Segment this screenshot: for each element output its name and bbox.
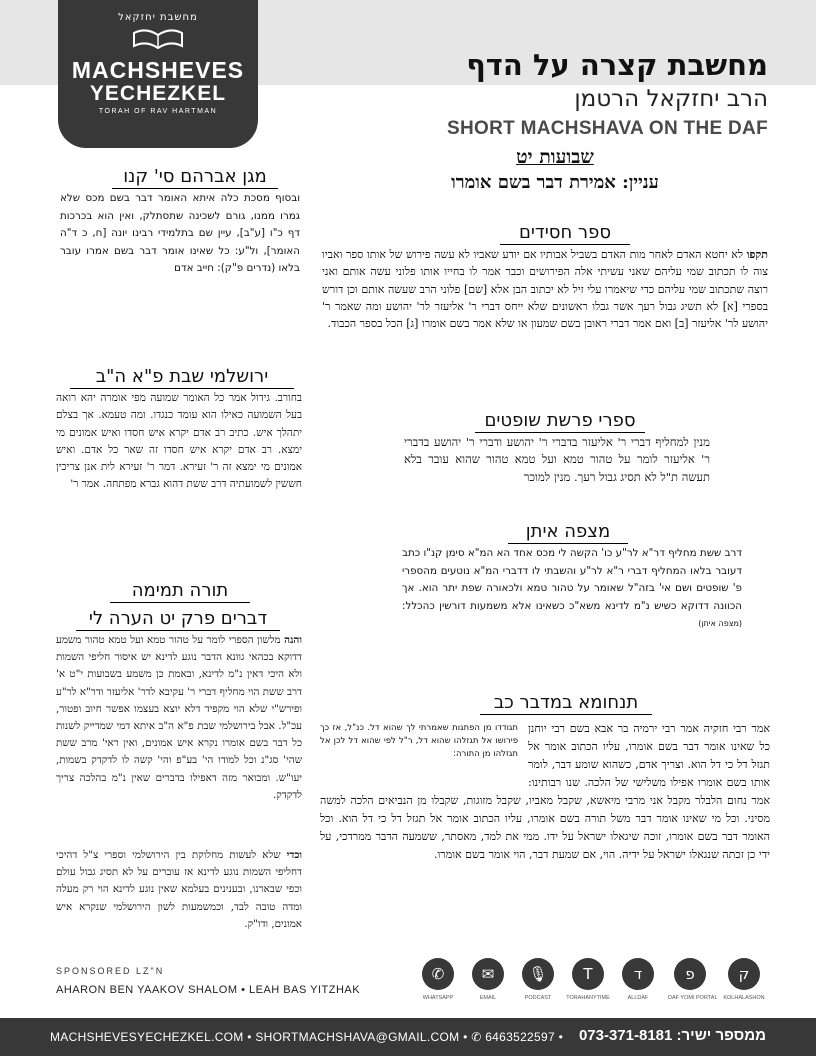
torah-temimah-para2-lead: וכדי (286, 849, 302, 861)
sefer-chasidim-lead: תקפו (746, 248, 768, 261)
mitzpe-eitan-heading: מצפה איתן (508, 521, 628, 544)
logo-line2: YECHEZKEL (89, 82, 227, 105)
torahanytime-icon: T (572, 958, 604, 990)
email-label: EMAIL (479, 995, 497, 1001)
torahanytime-label: TORAHANYTIME (566, 995, 610, 1001)
tanchuma-text-container (320, 720, 770, 936)
logo-line1: MACHSHEVES (71, 57, 245, 83)
torah-temimah-para1 (56, 632, 302, 844)
book-icon (130, 27, 186, 49)
torah-temimah-para2 (56, 847, 302, 939)
sponsor-label: SPONSORED LZ"N (56, 966, 165, 976)
author-name: הרב יחזקאל הרטמן (574, 86, 768, 112)
links-row (416, 958, 772, 1008)
footer (0, 1018, 816, 1056)
sefer-chasidim-body: לא יחטא האדם לאחר מות האדם בשביל אבותיו אם יודע שאביו לא עשה פירוש של אותו ספר ואביו צוה לו תכתוב שמי עליהם שאני עשיתי אלה הפירושים וכבר אמר לו בחייו אותו פלוני עשה אותם ואני רוצה שתכתוב שמי עליהם כדי שיאמרו עלי זיל לא יכתוב הבן אלא [שם] פלוני הרב שעשה אותם וכן דורש בספרי [א] לא תשיג גבול רעך אשר גבלו ראשונים שלא ייחס דברי ר' אליעזר לר' יהושע ומה שאמר ר' יהושע לר' אליעזר [ב] ואם אמר דברי ראובן בשם שמעון או שלא אמר בשם אומרו [ג] הכל בספר הכבוד. (322, 248, 768, 331)
alldaf-label: ALLDAF (627, 995, 649, 1001)
sefer-chasidim-heading: ספר חסידים (500, 222, 630, 245)
podcast-link[interactable] (516, 958, 560, 1001)
logo (58, 0, 258, 148)
podcast-icon: 🎙 (522, 958, 554, 990)
tanchuma-text: אמר רבי חזקיה אמר רבי ירמיה בר אבא בשם רבי יוחנן כל שאינו אומר דבר בשם אומרו, עליו הכתוב אומר אל תגזל דל כי דל הוא. וצריך אדם, כשהוא שומע דבר, לומר אותו בשם אומרו אפילו משלישי של הלכה. שנו רבותינו: אמר נחום הלבלר מקבל אני מרבי מיאשא, שקבל מאביו, שקבל מזוגות, שקבלו מן הנביאים הלכה למשה מסיני. וכל מי שאינו אומר דבר משל תורה בשם אומרו, עליו הכתוב אומר אל תגזל דל כי דל הוא. וכל האומר דבר בשם אומרו, זוכה שיגאלו ישראל על ידו. ממי את למד, מאסתר, ששמעה הדבר ממרדכי, על ידי כן זכתה שנגאלו ישראל על ידיה. הוי, אם שמעת דבר, הוי אומר בשם אומרו. (320, 722, 770, 861)
dafyomi-label: DAF YOMI PORTAL (668, 995, 718, 1001)
mitzpe-eitan-body: דרב ששת מחליף דר"א לר"ע כו' הקשה לי מכס אחד הא המ"א סימן קנ"ו כתב דעובר בלאו המחליף דברי ר"א לר"ע והשבתי לו דדברי המ"א נוטעים מהספרי פ' שופטים ושם אי' בזה"ל שאומר על טהור טמא ולכאורה שפת יתר הוא. אך הכוונה דדוקא כשיש נ"מ לדינא משא"כ כשאינו אלא משמעות דורשין כהכלל: (402, 547, 742, 612)
tanchuma-note: תגודדו מן הפתגות שאמרתי לך שהוא דל. כנ"ל, אז כך פירושו אל תגזלהו שהוא דל, ר"ל לפי שהוא דל לכן אל תגזלהו מן התורה: (320, 723, 518, 759)
footer-israel-phone[interactable]: ממספר ישיר: 073-371-8181 (578, 1027, 766, 1044)
footer-contacts[interactable]: MACHSHEVESYECHEZKEL.COM • SHORTMACHSHAVA@GMAIL.COM • ✆ 6463522597 • (50, 1030, 564, 1044)
logo-hebrew: מחשבת יחזקאל (118, 12, 198, 23)
alldaf-icon: ד (622, 958, 654, 990)
kolhalashon-label: KOLHALASHON (723, 995, 765, 1001)
alldaf-link[interactable] (616, 958, 660, 1001)
sifrei-text: מנין למחליף דברי ר' אליעזר בדברי ר' יהושע ודברי ר' יהושע בדברי ר' אליעזר לומר על טהור טמא ועל טמא טהור שהוא עובר בלא תעשה ת"ל לא תסיג גבול רעך. מנין למוכר (404, 435, 710, 484)
email-link[interactable] (466, 958, 510, 1001)
torah-temimah-para1-lead: והנה (284, 634, 302, 646)
topic-label: עניין: אמירת דבר בשם אומרו (451, 172, 659, 193)
logo-tagline: TORAH OF RAV HARTMAN (98, 108, 218, 115)
magen-avraham-text: ובסוף מסכת כלה איתא האומר דבר בשם מכס שלא גמרו ממנו, גורם לשכינה שתסתלק, ואין הוא בכרכות דף כ"ו [ע"ב], עיין שם בתלמידי רבינו יונה [ח, כ ד"ה האומר], ול"ע: כל שאינו אומר דבר בשם אמרו עובר בלאו (נדרים פ"ק): חייב אדם (60, 192, 300, 274)
torah-temimah-heading: תורה תמימה (110, 580, 250, 603)
torahanytime-link[interactable] (566, 958, 610, 1001)
dafyomi-link[interactable] (668, 958, 718, 1001)
english-title: SHORT MACHSHAVA ON THE DAF (447, 118, 768, 139)
magen-avraham-heading: מגן אברהם סי' קנו (112, 166, 278, 189)
torah-temimah-para1-body: מלשון הספרי לומר על טהור טמא ועל טמא טהור משמע דדוקא בכהאי גוונא הדבר נוגע לדינא יש איסור חליפי השמות ולא היכי דאין נ"מ לדינא, ובאמת כן משמע בשבועות י"ט א' דרב ששת הוי מחליף דברי ר' עקיבא לדר' אליעזר ודר"א לר"ע ופירש"י שלא הוי מקפיד דלא יוצא בעצמו אפשר חיוב ופטור, עכ"ל. אבל בירושלמי שבת פ"א ה"ב איתא דמי שמדייק לשנות כל דבר בשם אומרו נקרא איש אמונים, ואין ראי' מרב ששת שהי' סג"נ וכל למודו הי' בע"פ והי' קשה לו לדקדק בשמות, יעו"ש. ומבואר מזה דאפילו בדברים שאין נ"מ בהלכה צריך לדקדק. (56, 634, 302, 801)
page-title: מחשבת קצרה על הדף (466, 48, 768, 82)
whatsapp-link[interactable] (416, 958, 460, 1001)
email-icon: ✉ (472, 958, 504, 990)
podcast-label: PODCAST (524, 995, 552, 1001)
kolhalashon-link[interactable] (722, 958, 766, 1001)
torah-temimah-para2-body: שלא לעשות מחלוקת בין הירושלמי וספרי צ"ל דהיכי דחליפי השמות נוגע לדינא אז עוברים על לא תסיג גבול עולם וכפי שבארנו, ובענינים בעלמא שאין נוגע לדינא הוי רק מעלה ומדה טובה לבד, וכמשמעות לשון הירושלמי שנקרא איש אמונים, ודו"ק. (56, 849, 302, 930)
sifrei-heading: ספרי פרשת שופטים (475, 410, 645, 433)
sponsor-names: AHARON BEN YAAKOV SHALOM • LEAH BAS YITZHAK (56, 984, 361, 996)
mitzpe-eitan-source: (מצפה איתן) (698, 619, 742, 628)
mitzpe-eitan-text (402, 545, 742, 653)
yerushalmi-heading: ירושלמי שבת פ"א ה"ב (70, 366, 294, 389)
whatsapp-icon: ✆ (422, 958, 454, 990)
yerushalmi-text: בחורב. גידול אמר כל האומר שמועה מפי אומרה יהא רואה בעל השמועה כאילו הוא עומד כנגדו. ומה טעמא. אך בצלם יתהלך איש. כתיב רב אדם יקרא איש חסדו ואיש אמונים מי ימצא. רב אדם יקרא איש חסדו זה שאר כל אדם. ואיש אמונים מי ימצא זה ר' זעירא. דמר ר' זעירא לית אנן צריכין חששין לשמועתיה דרב ששת דהוא גברא מפתחה. אמר ר' (56, 392, 302, 491)
daf-label: שבועות יט (516, 146, 594, 168)
sefer-chasidim-text (322, 246, 768, 382)
dafyomi-icon: פ (674, 958, 706, 990)
tanchuma-heading: תנחומא במדבר כב (480, 692, 652, 715)
kolhalashon-icon: ק (728, 958, 760, 990)
whatsapp-label: WHATSAPP (422, 995, 454, 1001)
tanchuma-note-spacer (320, 720, 528, 790)
torah-temimah-subheading: דברים פרק יט הערה לי (76, 608, 280, 631)
